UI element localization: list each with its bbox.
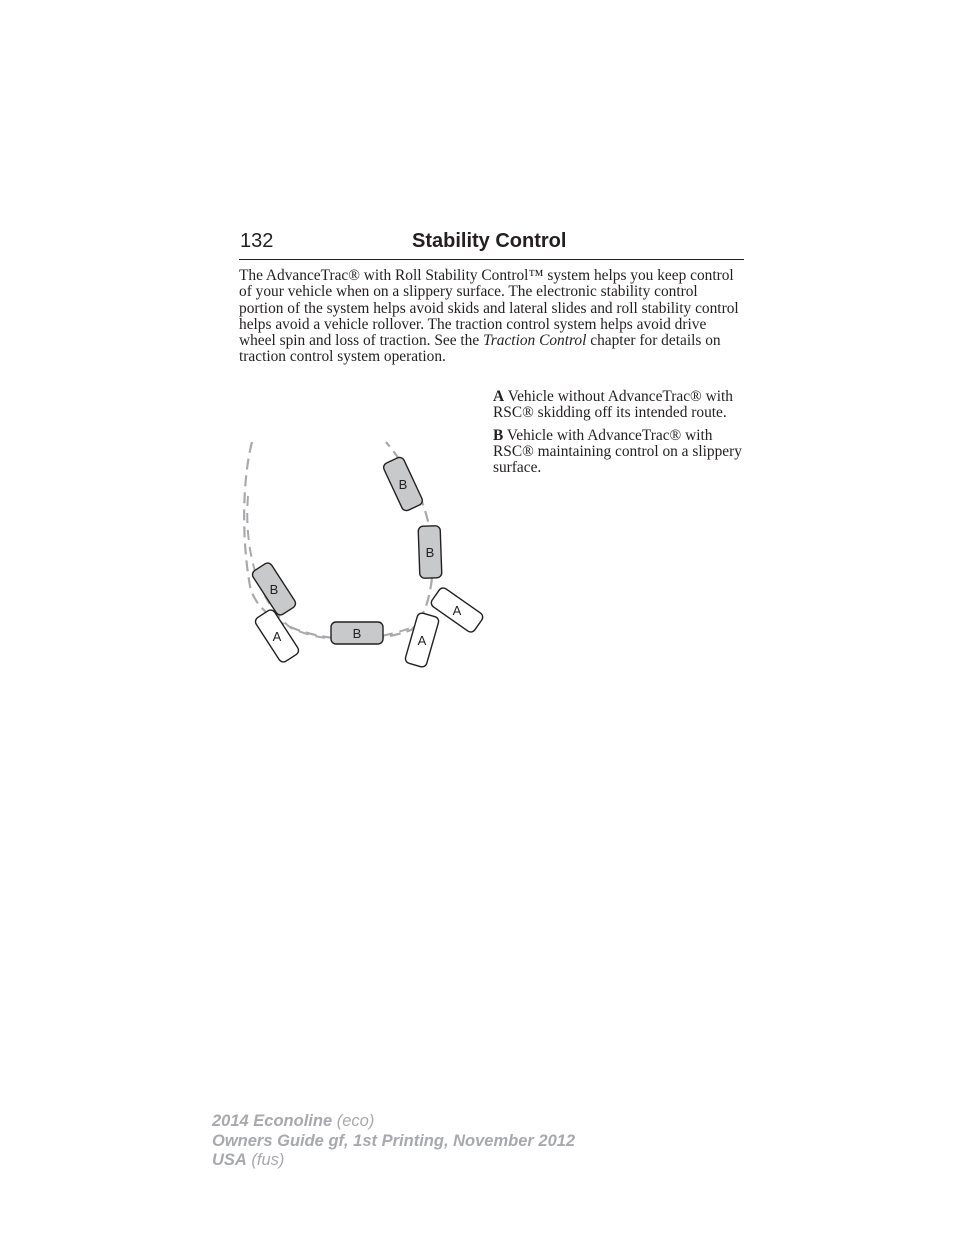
legend-text-a: Vehicle without AdvanceTrac® with RSC® skidding off its intended route. — [493, 388, 733, 422]
vehicle-a-left-label: A — [272, 629, 282, 644]
traction-control-reference: Traction Control — [483, 332, 587, 350]
footer-line-2: Owners Guide gf, 1st Printing, November 2012 — [212, 1131, 576, 1150]
vehicle-b-left — [251, 561, 298, 617]
vehicle-b-bottom-label: B — [352, 626, 362, 641]
vehicle-a-bottom-label: A — [417, 633, 427, 648]
vehicle-b-right — [418, 526, 442, 579]
vehicle-b-right-label: B — [425, 545, 435, 560]
footer-market: USA — [212, 1151, 247, 1169]
vehicle-b-left-label: B — [269, 582, 279, 597]
footer-market-code: (fus) — [246, 1151, 285, 1169]
page-number: 132 — [240, 230, 274, 252]
legend-item-a — [493, 389, 749, 422]
stability-diagram — [236, 436, 490, 672]
intro-text-after: chapter for details on traction control system operation. — [239, 332, 721, 366]
page-footer — [212, 1112, 575, 1171]
footer-model: 2014 Econoline — [212, 1112, 333, 1130]
page-header — [239, 229, 744, 260]
intro-text-before: The AdvanceTrac® with Roll Stability Control™ system helps you keep control of your vehicle when on a slippery surface. The electronic stability control portion of the system helps avoid skids and lateral slides and roll stability control helps avoid a vehicle rollover. The traction control system helps avoid drive wheel spin and loss of traction. See the — [239, 267, 739, 350]
vehicle-a-left — [254, 608, 301, 664]
figure-legend — [493, 389, 749, 482]
intro-paragraph — [239, 268, 745, 366]
footer-model-code: (eco) — [332, 1112, 375, 1130]
vehicle-b-top — [382, 456, 424, 512]
vehicle-a-right-label: A — [452, 603, 462, 618]
section-title: Stability Control — [412, 230, 567, 252]
legend-text-b: Vehicle with AdvanceTrac® with RSC® maintaining control on a slippery surface. — [493, 426, 742, 477]
vehicle-b-bottom — [331, 622, 383, 644]
footer-line-3 — [212, 1151, 575, 1171]
legend-key-a: A — [493, 388, 505, 405]
legend-item-b — [493, 428, 749, 477]
vehicle-b-top-label: B — [398, 477, 408, 492]
legend-key-b: B — [493, 426, 504, 444]
vehicle-a-bottom — [404, 612, 439, 668]
footer-line-1 — [212, 1112, 575, 1132]
